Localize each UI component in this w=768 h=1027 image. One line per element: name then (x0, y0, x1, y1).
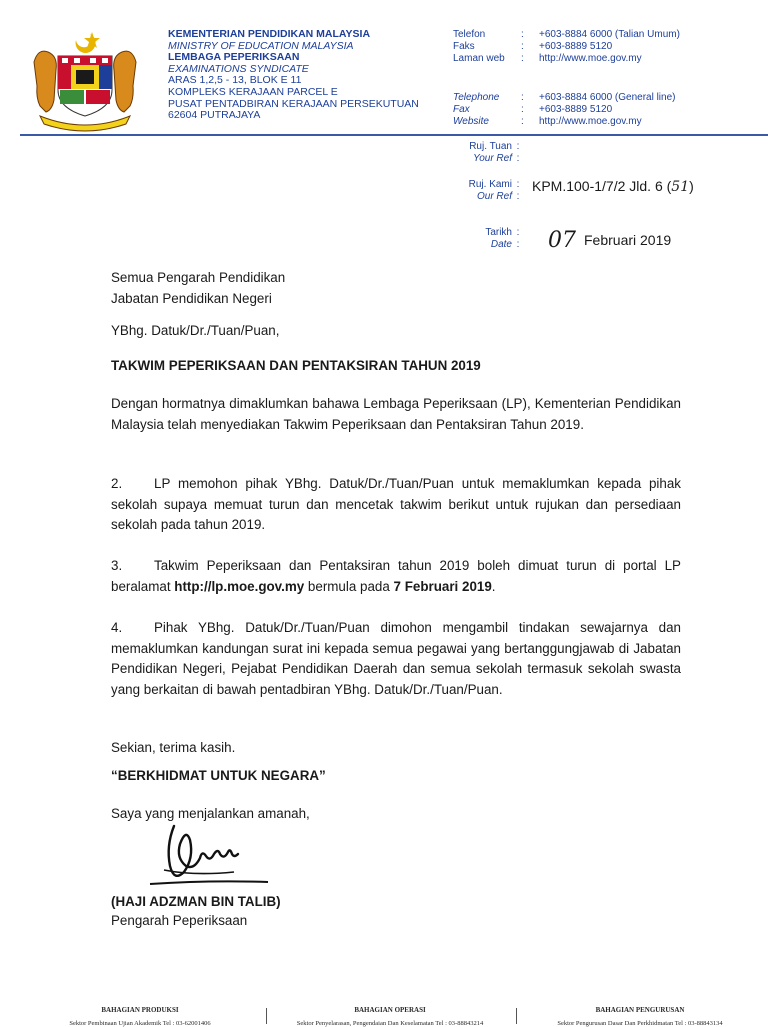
footer-section: BAHAGIAN PENGURUSAN Sektor Pengurusan Dasar Dan Perkhidmatan Tel : 03-88843134 (557, 1006, 723, 1027)
contact-value: http://www.moe.gov.my (539, 116, 642, 128)
paragraph-1: Dengan hormatnya dimaklumkan bahawa Lembaga Peperiksaan (LP), Kementerian Pendidikan Malaysia telah menyediakan Takwim Peperiksaan dan Pentaksiran Tahun 2019. (111, 396, 681, 432)
syndicate-name-en: EXAMINATIONS SYNDICATE (168, 62, 309, 75)
footer-divider (266, 1008, 267, 1024)
footer-section: BAHAGIAN PRODUKSI Sektor Pembinaan Ujian Akademik Tel : 03-62001406 (69, 1006, 211, 1027)
your-ref: Ruj. Tuan : Your Ref : (469, 141, 520, 164)
handwritten-ref-number: 51 (671, 179, 690, 195)
letter-title: TAKWIM PEPERIKSAAN DAN PENTAKSIRAN TAHUN 2019 (111, 358, 481, 373)
trust-line: Saya yang menjalankan amanah, (111, 806, 310, 821)
header-divider (20, 134, 768, 136)
date-label: Tarikh : Date : (485, 227, 520, 250)
portal-url: http://lp.moe.gov.my (174, 578, 305, 594)
contact-value: +603-8884 6000 (General line) (539, 92, 676, 103)
contact-value: http://www.moe.gov.my (539, 53, 642, 65)
address-line: KOMPLEKS KERAJAAN PARCEL E (168, 85, 338, 98)
ministry-name-ms: KEMENTERIAN PENDIDIKAN MALAYSIA (168, 28, 371, 40)
salutation: YBhg. Datuk/Dr./Tuan/Puan, (111, 323, 280, 338)
contact-value: +603-8884 6000 (Talian Umum) (539, 29, 680, 40)
paragraph-3: 3. Takwim Peperiksaan dan Pentaksiran tahun 2019 boleh dimuat turun di portal LP beralamat http://lp.moe.gov.my bermula pada 7 Februari 2019. (111, 558, 681, 594)
contact-row: Faks : +603-8889 5120 (453, 41, 613, 53)
contact-label: Website (453, 116, 489, 128)
ministry-name-en: MINISTRY OF EDUCATION MALAYSIA (168, 39, 354, 52)
agency-address-block (168, 29, 419, 122)
footer (0, 1000, 768, 1027)
contact-row: Website : http://www.moe.gov.my (453, 116, 642, 128)
address-line: 62604 PUTRAJAYA (168, 109, 261, 122)
recipient-line: Jabatan Pendidikan Negeri (111, 290, 272, 306)
contacts-en (453, 92, 675, 129)
our-ref-value: KPM.100-1/7/2 Jld. 6 (51) (532, 178, 694, 195)
contacts-ms (453, 29, 680, 66)
signer-name: (HAJI ADZMAN BIN TALIB) (111, 894, 281, 909)
recipient-block (111, 268, 681, 309)
contact-row: Telephone : +603-8884 6000 (General line) (453, 92, 676, 103)
paragraph-2: 2. LP memohon pihak YBhg. Datuk/Dr./Tuan/Puan untuk memaklumkan kepada pihak sekolah supaya memuat turun dan mencetak takwim berikut untuk rujukan dan persediaan sekolah pada tahun 2019. (111, 476, 681, 532)
contact-row: Fax : +603-8889 5120 (453, 104, 613, 116)
contact-label: Telephone (453, 92, 500, 103)
contact-value: +603-8889 5120 (539, 104, 613, 116)
our-ref: Ruj. Kami : Our Ref : (468, 179, 520, 202)
paragraph-4: 4. Pihak YBhg. Datuk/Dr./Tuan/Puan dimohon mengambil tindakan sewajarnya dan memaklumkan kandungan surat ini kepada semua pegawai yang bertanggungjawab di Jabatan Pendidikan Negeri, Pejabat Pendidikan Daerah dan semua sekolah termasuk sekolah swasta yang berkaitan di bawah pentadbiran YBhg. Datuk/Dr./Tuan/Puan. (111, 620, 681, 697)
contact-value: +603-8889 5120 (539, 41, 613, 53)
contact-label: Faks (453, 41, 475, 53)
syndicate-name-ms: LEMBAGA PEPERIKSAAN (168, 51, 300, 64)
contact-label: Fax (453, 104, 470, 116)
address-line: ARAS 1,2,5 - 13, BLOK E 11 (168, 74, 302, 87)
closing: Sekian, terima kasih. (111, 740, 236, 755)
handwritten-day: 07 (548, 228, 576, 253)
recipient-line: Semua Pengarah Pendidikan (111, 270, 286, 285)
footer-section: BAHAGIAN OPERASI Sektor Penyelarasan, Pengendaian Dan Keselamatan Tel : 03-88843214 (296, 1006, 484, 1027)
address-line: PUSAT PENTADBIRAN KERAJAAN PERSEKUTUAN (168, 97, 419, 110)
motto: “BERKHIDMAT UNTUK NEGARA” (111, 768, 326, 783)
contact-row: Laman web : http://www.moe.gov.my (453, 53, 642, 65)
contact-row: Telefon : +603-8884 6000 (Talian Umum) (453, 29, 680, 40)
contact-label: Laman web (453, 53, 505, 65)
release-date: 7 Februari 2019 (393, 578, 492, 594)
signature (140, 820, 280, 898)
contact-label: Telefon (453, 29, 486, 40)
footer-divider (516, 1008, 517, 1024)
signer-title: Pengarah Peperiksaan (111, 913, 248, 928)
coat-of-arms-logo (26, 28, 144, 132)
letter-date: 07 Februari 2019 (548, 228, 672, 253)
